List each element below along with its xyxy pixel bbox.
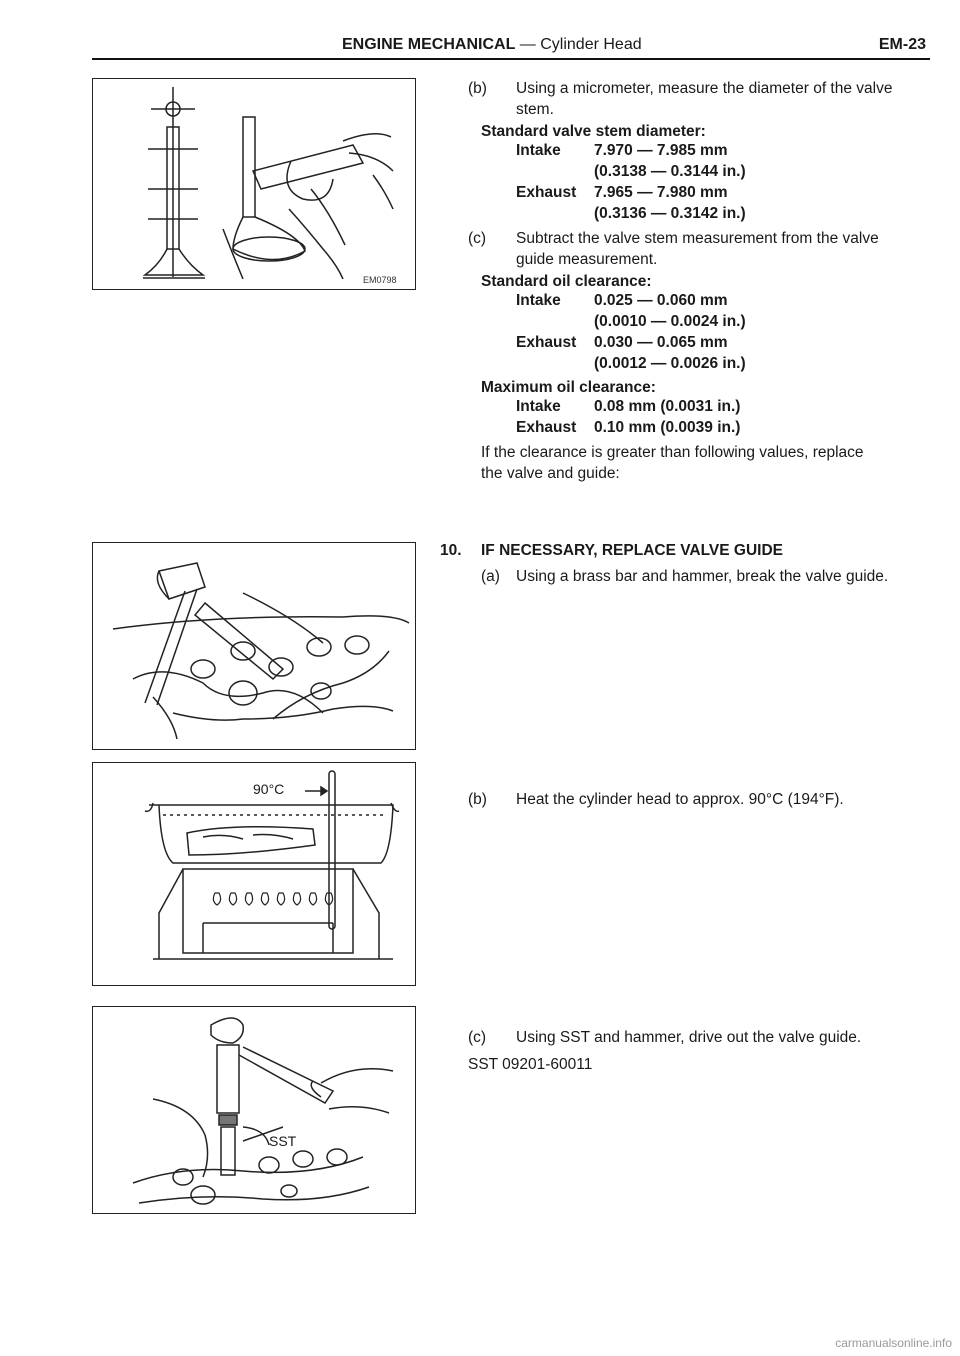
std-intake-mm: 0.025 — 0.060 mm [594,292,728,309]
subsection-title: Cylinder Head [540,36,642,53]
stem-exhaust-mm: 7.965 — 7.980 mm [594,184,728,201]
figure-sst-drive [92,1006,416,1214]
std-clearance-heading: Standard oil clearance: [481,273,652,290]
max-exhaust-label: Exhaust [516,419,577,436]
stem-intake-mm: 7.970 — 7.985 mm [594,142,728,159]
stem-exhaust-label: Exhaust [516,184,577,201]
max-clearance-heading: Maximum oil clearance: [481,379,656,396]
step-10-number: 10. [440,542,462,559]
std-exhaust-in: (0.0012 — 0.0026 in.) [594,355,746,372]
temperature-label: 90°C [253,781,285,797]
step-text-line2: guide measurement. [516,251,658,268]
micrometer-illustration [93,79,415,289]
step-10-title: IF NECESSARY, REPLACE VALVE GUIDE [481,542,784,559]
replace-note-line2: the valve and guide: [481,465,620,482]
figure-code: EM0798 [363,275,397,285]
std-exhaust-mm: 0.030 — 0.065 mm [594,334,728,351]
step-text-line1: Using a micrometer, measure the diameter of the valve [516,80,893,97]
hammer-brass-bar-illustration [93,543,415,749]
page-number: EM-23 [878,36,926,53]
step-10a-label: (a) [481,568,500,585]
sst-label: SST [269,1133,297,1149]
figure-heat-head [92,762,416,986]
max-intake-val: 0.08 mm (0.0031 in.) [594,398,741,415]
max-intake-label: Intake [516,398,561,415]
sst-hammer-illustration [93,1007,415,1213]
step-10a-text: Using a brass bar and hammer, break the valve guide. [516,568,889,585]
max-exhaust-val: 0.10 mm (0.0039 in.) [594,419,741,436]
std-exhaust-label: Exhaust [516,334,577,351]
step-text-line2: stem. [516,101,554,118]
std-intake-label: Intake [516,292,561,309]
section-title: ENGINE MECHANICAL [342,36,516,53]
step-10b-text: Heat the cylinder head to approx. 90°C (194°F). [516,791,844,808]
figure-break-guide [92,542,416,750]
step-label: (c) [468,230,487,247]
sst-number: SST 09201-60011 [468,1056,593,1073]
step-10b-label: (b) [468,791,487,808]
page-header [92,34,930,60]
page-title [342,36,642,54]
step-label: (b) [468,80,487,97]
replace-note-line1: If the clearance is greater than following values, replace [481,444,864,461]
step-10c-text: Using SST and hammer, drive out the valve guide. [516,1029,862,1046]
stem-spec-heading: Standard valve stem diameter: [481,123,706,140]
stem-intake-label: Intake [516,142,561,159]
std-intake-in: (0.0010 — 0.0024 in.) [594,313,746,330]
step-text-line1: Subtract the valve stem measurement from the valve [516,230,879,247]
stem-exhaust-in: (0.3136 — 0.3142 in.) [594,205,746,222]
stem-intake-in: (0.3138 — 0.3144 in.) [594,163,746,180]
title-separator: — [515,36,541,53]
step-10c-label: (c) [468,1029,487,1046]
figure-micrometer [92,78,416,290]
site-watermark: carmanualsonline.info [835,1336,952,1350]
